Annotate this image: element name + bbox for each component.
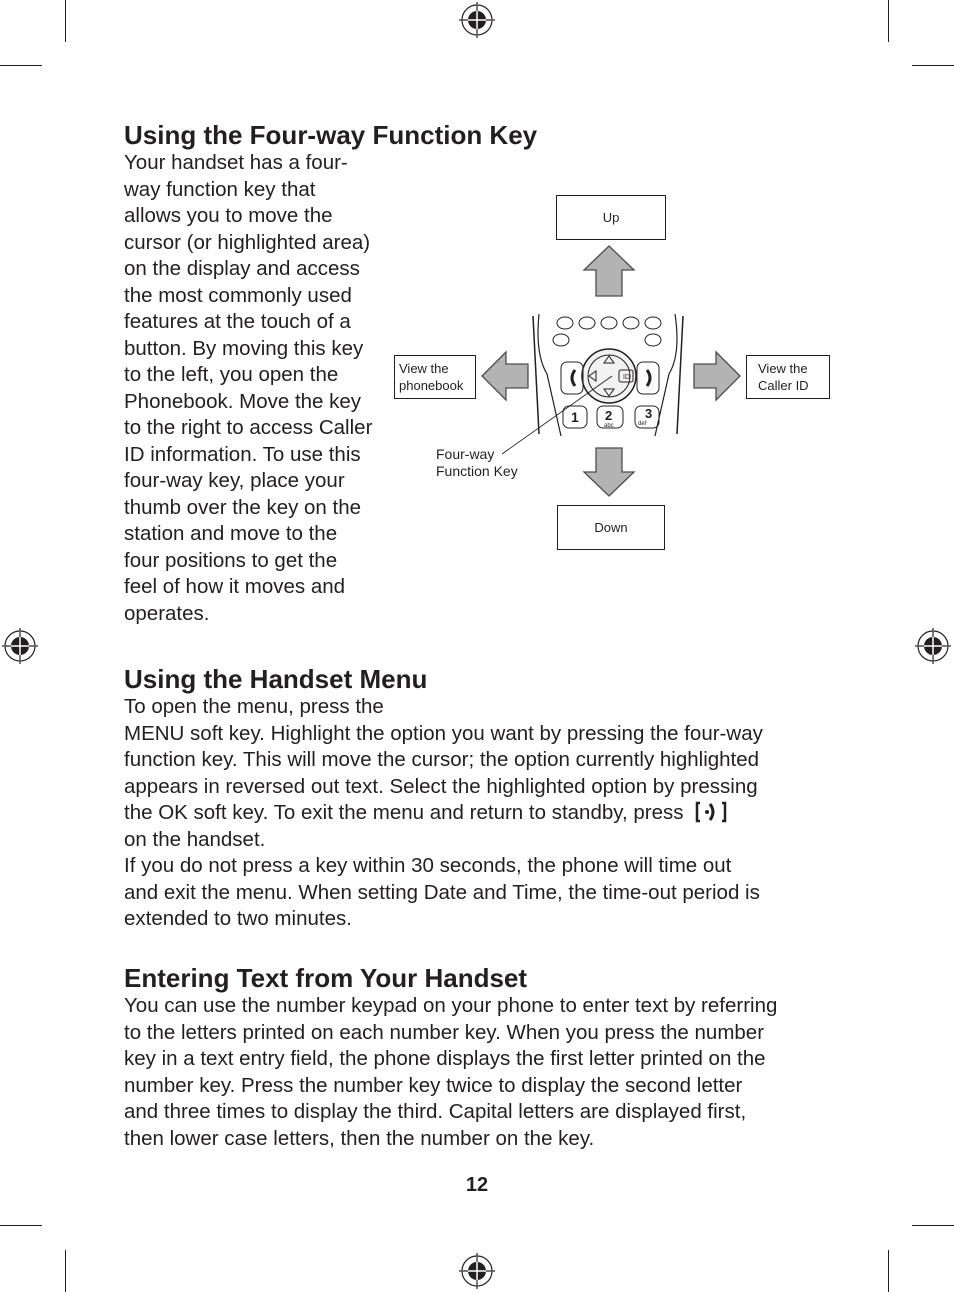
text-line: key in a text entry field, the phone displays the first letter printed on the xyxy=(124,1047,766,1070)
four-way-key-description xyxy=(124,150,372,627)
callout-line: Four-way xyxy=(436,446,495,462)
phonebook-label-box xyxy=(394,355,476,399)
keypad-key-3-label: 3 xyxy=(645,406,653,421)
text-line: way function key that xyxy=(124,177,316,201)
crop-mark-bottom-right-vertical xyxy=(888,1250,889,1292)
text-line: four-way key, place your xyxy=(124,469,345,492)
text-line: the most commonly used xyxy=(124,283,352,307)
callout-line: Function Key xyxy=(436,463,518,479)
text-line: features at the touch of a xyxy=(124,310,351,333)
crop-mark-top-right-horizontal xyxy=(912,65,954,66)
text-line-with-icon xyxy=(124,800,763,827)
text-line: to the left, you open the xyxy=(124,363,339,386)
registration-mark-icon xyxy=(459,1253,495,1289)
text-line: four positions to get the xyxy=(124,548,338,572)
handset-menu-description xyxy=(124,694,763,933)
text-line: allows you to move the xyxy=(124,204,333,227)
page-number: 12 xyxy=(465,1174,489,1196)
callout-leader-line xyxy=(490,370,620,460)
text-line: Phonebook. Move the key xyxy=(124,389,362,413)
caller-id-label-line: View the xyxy=(758,361,808,376)
arrow-up-icon xyxy=(584,246,634,296)
text-line: the OK soft key. To exit the menu and return to standby, press xyxy=(124,801,684,824)
text-line: on the handset. xyxy=(124,827,266,851)
text-line: cursor (or highlighted area) xyxy=(124,230,371,254)
text-line: To open the menu, press the xyxy=(124,695,384,718)
down-label: Down xyxy=(594,520,628,535)
crop-mark-top-left-horizontal xyxy=(0,65,42,66)
arrow-right-icon xyxy=(694,352,740,400)
text-line: Your handset has a four- xyxy=(124,151,348,174)
entering-text-description xyxy=(124,993,777,1152)
text-line: thumb over the key on the xyxy=(124,495,362,519)
text-line: function key. This will move the cursor; the option currently highlighted xyxy=(124,748,760,771)
registration-mark-icon xyxy=(2,628,38,664)
text-line: then lower case letters, then the number on the key. xyxy=(124,1126,595,1150)
text-line: operates. xyxy=(124,601,210,625)
section-heading-entering-text: Entering Text from Your Handset xyxy=(124,963,528,993)
text-line: appears in reversed out text. Select the highlighted option by pressing xyxy=(124,774,758,798)
text-line: feel of how it moves and xyxy=(124,575,346,598)
keypad-key-3-letters: def xyxy=(638,421,647,427)
text-line: extended to two minutes. xyxy=(124,907,352,930)
down-label-box xyxy=(557,505,665,550)
section-heading-handset-menu: Using the Handset Menu xyxy=(124,664,428,694)
section-heading-four-way-key: Using the Four-way Function Key xyxy=(124,120,538,150)
text-line: MENU soft key. Highlight the option you want by pressing the four-way xyxy=(124,721,763,745)
text-line: to the letters printed on each number key. When you press the number xyxy=(124,1020,765,1044)
text-line: You can use the number keypad on your phone to enter text by referring xyxy=(124,994,778,1017)
keypad-key-1-label: 1 xyxy=(571,409,579,425)
text-line: station and move to the xyxy=(124,522,338,545)
registration-mark-icon xyxy=(459,2,495,38)
phonebook-label-line: View the xyxy=(399,361,449,376)
crop-mark-bottom-left-vertical xyxy=(65,1250,66,1292)
text-line: on the display and access xyxy=(124,257,360,280)
keypad-key-2-label: 2 xyxy=(605,408,613,423)
caller-id-label-line: Caller ID xyxy=(758,378,809,393)
up-label-box xyxy=(556,195,666,240)
id-key-label: ID xyxy=(623,374,630,381)
text-line: ID information. To use this xyxy=(124,442,361,466)
text-line: button. By moving this key xyxy=(124,336,364,360)
text-line: If you do not press a key within 30 seconds, the phone will time out xyxy=(124,854,732,877)
text-line: and three times to display the third. Capital letters are displayed first, xyxy=(124,1100,747,1123)
crop-mark-bottom-right-horizontal xyxy=(912,1225,954,1226)
text-line: and exit the menu. When setting Date and Time, the time-out period is xyxy=(124,880,760,904)
up-label: Up xyxy=(602,210,620,225)
registration-mark-icon xyxy=(915,628,951,664)
text-line: to the right to access Caller xyxy=(124,416,373,439)
keypad-key-2-letters: abc xyxy=(604,423,614,429)
phonebook-label-line: phonebook xyxy=(399,378,464,393)
crop-mark-top-left-vertical xyxy=(65,0,66,42)
crop-mark-top-right-vertical xyxy=(888,0,889,42)
text-line: number key. Press the number key twice to display the second letter xyxy=(124,1073,743,1097)
end-call-key-icon xyxy=(695,801,727,823)
crop-mark-bottom-left-horizontal xyxy=(0,1225,42,1226)
